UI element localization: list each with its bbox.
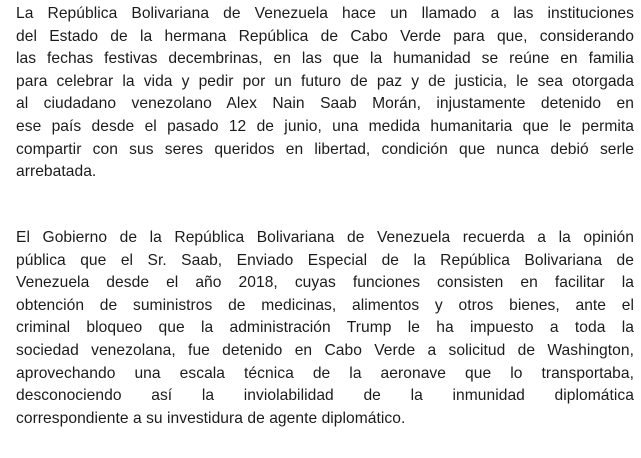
text-line: al ciudadano venezolano Alex Nain Saab Morán, injustamente detenido en [16, 95, 634, 113]
text-line: sociedad venezolana, fue detenido en Cabo Verde a solicitud de Washington, [16, 341, 634, 359]
text-line: del Estado de la hermana República de Cabo Verde para que, considerando [16, 27, 634, 45]
text-line: Venezuela desde el año 2018, cuyas funciones consisten en facilitar la [16, 274, 634, 292]
text-line: La República Bolivariana de Venezuela hace un llamado a las instituciones [16, 5, 634, 22]
text-line: El Gobierno de la República Bolivariana de Venezuela recuerda a la opinión [16, 229, 634, 246]
text-line: compartir con sus seres queridos en libertad, condición que nunca debió serle [16, 140, 634, 158]
text-line: desconociendo así la inviolabilidad de la inmunidad diplomática [16, 387, 634, 405]
text-line: ese país desde el pasado 12 de junio, una medida humanitaria que le permita [16, 117, 634, 135]
text-line: criminal bloqueo que la administración Trump le ha impuesto a toda la [16, 319, 634, 337]
paragraph-government-statement [16, 227, 634, 430]
text-line: aprovechando una escala técnica de la aeronave que lo transportaba, [16, 364, 634, 382]
paragraph-call-for-humanitarian-measure [16, 3, 634, 184]
text-line: pública que el Sr. Saab, Enviado Especial de la República Bolivariana de [16, 251, 634, 269]
text-line: obtención de suministros de medicinas, alimentos y otros bienes, ante el [16, 296, 634, 314]
text-line: arrebatada. [16, 163, 97, 181]
text-line: para celebrar la vida y pedir por un futuro de paz y de justicia, le sea otorgada [16, 72, 634, 90]
text-line: correspondiente a su investidura de agente diplomático. [16, 409, 406, 427]
text-line: las fechas festivas decembrinas, en las que la humanidad se reúne en familia [16, 50, 634, 68]
